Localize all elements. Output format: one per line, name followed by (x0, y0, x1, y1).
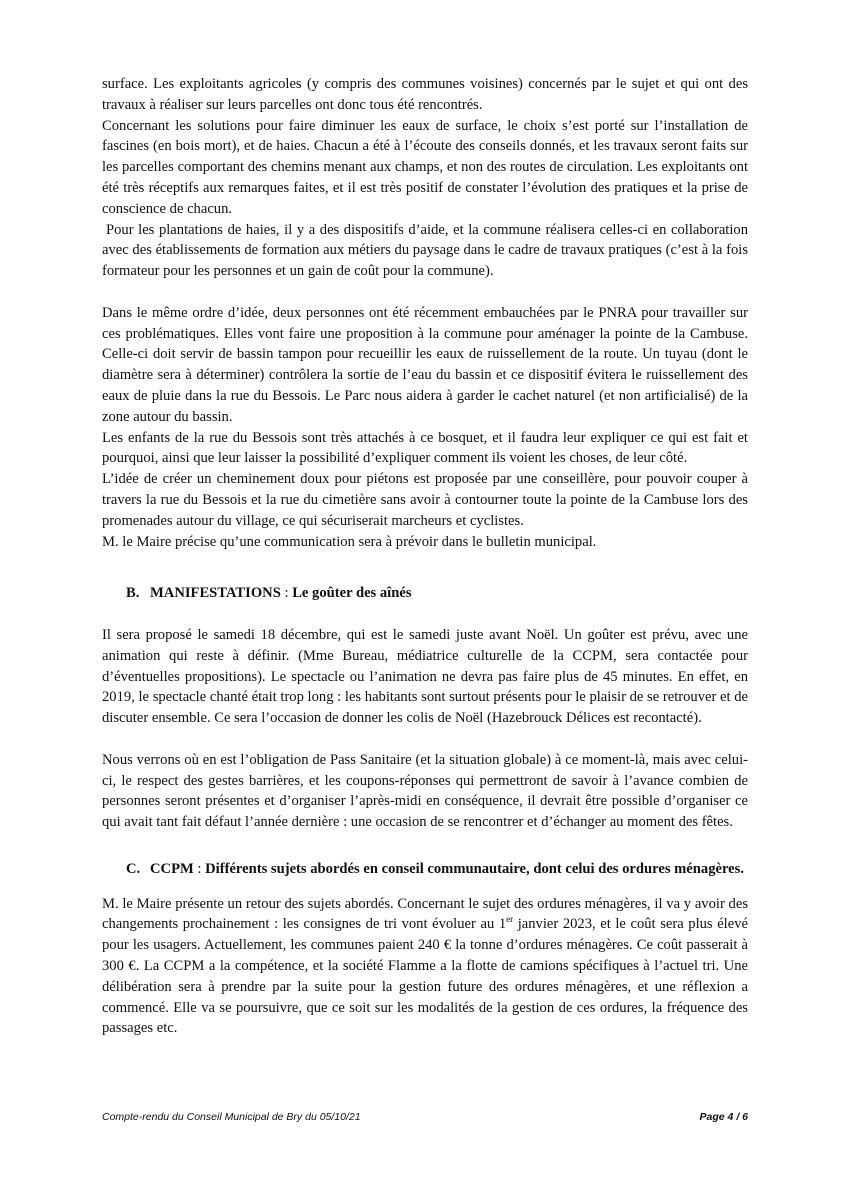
section-b-title: MANIFESTATIONS (150, 585, 281, 602)
paragraph-ordures (102, 894, 748, 1040)
section-b-separator: : (280, 585, 293, 602)
section-c-heading (126, 859, 748, 880)
spacer (102, 880, 748, 894)
paragraph-surface: surface. Les exploitants agricoles (y compris des communes voisines) concernés par le sujet et qui ont des travaux à réaliser sur leurs parcelles ont donc tous été rencontrés. (102, 76, 748, 113)
paragraph-enfants: Les enfants de la rue du Bessois sont très attachés à ce bosquet, et il faudra leur expliquer ce qui est fait et pourquoi, ainsi que leur laisser la possibilité d’expliquer comment ils voient les choses, de leur côté. (102, 429, 748, 467)
section-c-title: CCPM (150, 860, 194, 877)
section-b-heading (126, 583, 748, 604)
section-b-number: B. (126, 585, 140, 602)
section-b-subtitle: Le goûter des aînés (292, 585, 412, 602)
document-page (102, 74, 748, 1039)
paragraph-pass-sanitaire: Nous verrons où en est l’obligation de Pass Sanitaire (et la situation globale) à ce moment-là, mais avec celui-ci, le respect des gestes barrières, et les coupons-réponses qui permettront de savoir à l’avance combien de personnes seront présentes et d’organiser l’après-midi en conséquence, il devrait être possible d’organiser ce qui avait tant fait défaut l’année dernière : une occasion de se rencontrer et d’échanger au moment des fêtes. (102, 751, 748, 831)
spacer (102, 604, 748, 625)
spacer (102, 552, 748, 583)
section-c-number: C. (126, 860, 141, 877)
spacer (102, 833, 748, 859)
section-c-subtitle: Différents sujets abordés en conseil communautaire, dont celui des ordures ménagères. (205, 860, 744, 877)
page-footer (102, 1109, 748, 1125)
section-c-separator: : (193, 860, 206, 877)
paragraph-cheminement: L’idée de créer un cheminement doux pour piétons est proposée par une conseillère, pour pouvoir couper à travers la rue du Bessois et la rue du cimetière sans avoir à contourner toute la pointe de la Cambuse lors des promenades autour du village, ce qui sécuriserait marcheurs et cyclistes. (102, 471, 748, 529)
paragraph-solutions: Concernant les solutions pour faire diminuer les eaux de surface, le choix s’est porté sur l’installation de fascines (en bois mort), et de haies. Chacun a été à l’écoute des conseils donnés, et les travaux seront faits sur les parcelles comportant des chemins menant aux champs, et non des routes de circulation. Les exploitants ont été très réceptifs aux remarques faites, et il est très positif de constater l’évolution des pratiques et la prise de conscience de chacun. (102, 117, 748, 217)
superscript-er: er (506, 914, 514, 925)
paragraph-gouter: Il sera proposé le samedi 18 décembre, qui est le samedi juste avant Noël. Un goûter est prévu, avec une animation qui reste à définir. (Mme Bureau, médiatrice culturelle de la CCPM, sera contactée pour d’éventuelles propositions). Le spectacle ou l’animation ne devra pas faire plus de 45 minutes. En effet, en 2019, le spectacle chanté était trop long : les habitants sont surtout présents pour le plaisir de se retrouver et de discuter ensemble. Ce sera l’occasion de donner les colis de Noël (Hazebrouck Délices est recontacté). (102, 626, 748, 727)
paragraph-pnra: Dans le même ordre d’idée, deux personnes ont été récemment embauchées par le PNRA pour travailler sur ces problématiques. Elles vont faire une proposition à la commune pour aménager la pointe de la Cambuse. Celle-ci doit servir de bassin tampon pour recueillir les eaux de ruissellement de la route. Un tuyau (dont le diamètre sera à déterminer) contrôlera la sortie de l’eau du bassin et ce dispositif évitera le ruissellement des eaux de pluie dans la rue du Bessois. Le Parc nous aidera à garder le cachet naturel (et non artificialisé) de la zone autour du bassin. (102, 304, 748, 425)
spacer (102, 282, 748, 303)
paragraph-communication: M. le Maire précise qu’une communication sera à prévoir dans le bulletin municipal. (102, 533, 597, 550)
paragraph-ordures-part2: janvier 2023, et le coût sera plus élevé pour les usagers. Actuellement, les communes paient 240 € la tonne d’ordures ménagères. Ce coût passerait à 300 €. La CCPM a la compétence, et la société Flamme a la flotte de camions spécifiques à l’actuel tri. Une délibération sera à prendre par la suite pour la gestion future des ordures ménagères, et une réflexion a commencé. Elle va se poursuivre, que ce soit sur les modalités de la gestion de ces ordures, la fréquence des passages etc. (102, 916, 748, 1037)
footer-page-number: Page 4 / 6 (699, 1111, 748, 1123)
footer-document-title: Compte-rendu du Conseil Municipal de Bry du 05/10/21 (102, 1111, 361, 1123)
paragraph-ordures-part1: M. le Maire présente un retour des sujets abordés. Concernant le sujet des ordures ménagères, il va y avoir des changements prochainement : les consignes de tri vont évoluer au 1 (102, 895, 748, 933)
spacer (102, 729, 748, 750)
paragraph-plantations: Pour les plantations de haies, il y a des dispositifs d’aide, et la commune réalisera celles-ci en collaboration avec des établissements de formation aux métiers du paysage dans le cadre de travaux pratiques (c’est à la fois formateur pour les personnes et un gain de coût pour la commune). (102, 221, 748, 280)
